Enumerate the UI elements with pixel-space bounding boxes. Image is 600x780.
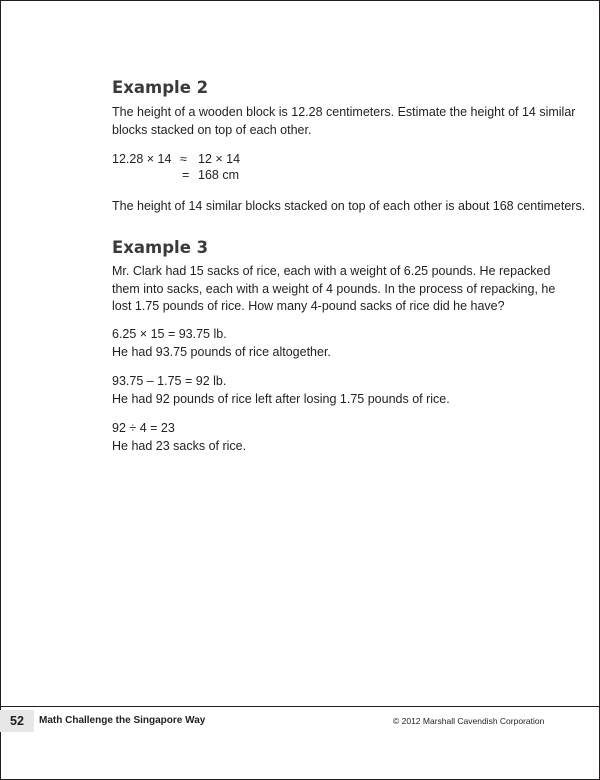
page-footer: [0, 706, 600, 736]
footer-rule: [0, 706, 600, 707]
example-3-heading: Example 3: [112, 238, 209, 257]
step-explanation: He had 23 sacks of rice.: [112, 438, 247, 453]
example-2-math-result: 168 cm: [198, 168, 239, 182]
example-3-problem-line: lost 1.75 pounds of rice. How many 4-pound sacks of rice did he have?: [112, 299, 505, 313]
approx-symbol: ≈: [180, 152, 187, 166]
step-explanation: He had 93.75 pounds of rice altogether.: [112, 344, 331, 359]
step-explanation: He had 92 pounds of rice left after losing 1.75 pounds of rice.: [112, 391, 450, 406]
example-2-math-left: 12.28 × 14: [112, 152, 172, 166]
example-2-heading: Example 2: [112, 78, 209, 97]
step-equation: 92 ÷ 4 = 23: [112, 421, 175, 435]
equals-symbol: =: [182, 168, 190, 182]
example-3-problem-line: them into sacks, each with a weight of 4 pounds. In the process of repacking, he: [112, 281, 556, 296]
copyright-notice: © 2012 Marshall Cavendish Corporation: [393, 716, 545, 726]
example-2-problem-line: blocks stacked on top of each other.: [112, 122, 312, 137]
step-equation: 6.25 × 15 = 93.75 lb.: [112, 327, 227, 341]
book-title: Math Challenge the Singapore Way: [39, 715, 206, 726]
example-2-conclusion-line: The height of 14 similar blocks stacked on top of each other is about 168 centimeters.: [112, 199, 586, 213]
example-2-math-right: 12 × 14: [198, 152, 241, 166]
example-3-problem: [112, 263, 555, 316]
example-2-conclusion: [112, 198, 585, 216]
example-2-problem: [112, 104, 575, 139]
example-3-step-3: [112, 420, 246, 455]
example-3-step-2: [112, 373, 450, 408]
example-2-problem-line: The height of a wooden block is 12.28 centimeters. Estimate the height of 14 similar: [112, 105, 576, 119]
page-number: 52: [0, 710, 34, 732]
step-equation: 93.75 – 1.75 = 92 lb.: [112, 374, 227, 388]
example-3-problem-line: Mr. Clark had 15 sacks of rice, each with a weight of 6.25 pounds. He repacked: [112, 264, 551, 278]
example-3-step-1: [112, 326, 331, 361]
